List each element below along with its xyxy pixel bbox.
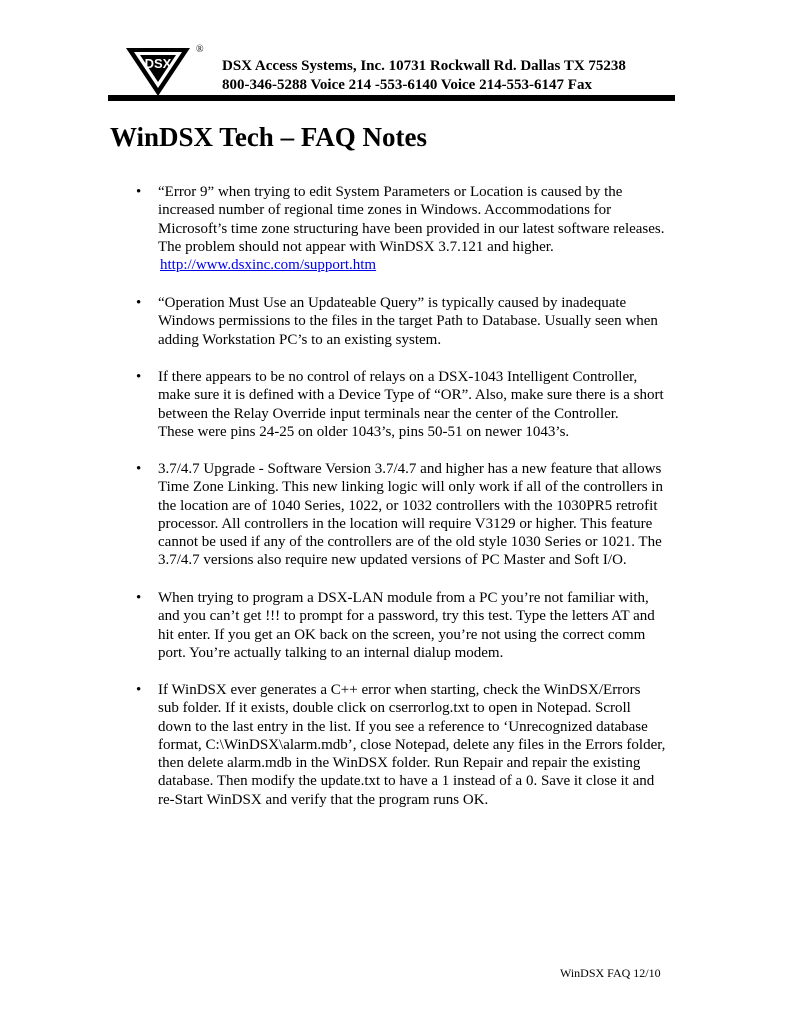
faq-line: cannot be used if any of the controllers are of the old style 1030 Series or 1021. The xyxy=(158,534,662,551)
faq-line: When trying to program a DSX-LAN module from a PC you’re not familiar with, xyxy=(158,590,649,606)
faq-line: format, C:\WinDSX\alarm.mdb’, close Notepad, delete any files in the Errors folder, xyxy=(158,736,666,753)
faq-line: Microsoft’s time zone structuring have been provided in our latest software releases. xyxy=(158,220,665,237)
page-title: WinDSX Tech – FAQ Notes xyxy=(110,122,428,152)
support-link[interactable]: http://www.dsxinc.com/support.htm xyxy=(160,257,377,274)
faq-line: These were pins 24-25 on older 1043’s, pins 50-51 on newer 1043’s. xyxy=(158,423,570,440)
faq-line: port. You’re actually talking to an internal dialup modem. xyxy=(158,644,504,661)
faq-line: database. Then modify the update.txt to have a 1 instead of a 0. Save it close it and xyxy=(158,773,655,790)
faq-line: If WinDSX ever generates a C++ error when starting, check the WinDSX/Errors xyxy=(158,682,641,698)
faq-line: 3.7/4.7 Upgrade - Software Version 3.7/4.7 and higher has a new feature that allows xyxy=(158,461,662,477)
faq-line: processor. All controllers in the location will require V3129 or higher. This feature xyxy=(158,515,653,532)
bullet-icon: • xyxy=(136,590,142,606)
faq-item-dsx-lan xyxy=(136,589,688,662)
faq-item-error-9 xyxy=(136,183,688,274)
faq-line: adding Workstation PC’s to an existing system. xyxy=(158,331,442,348)
bullet-icon: • xyxy=(136,461,142,477)
dsx-logo xyxy=(124,46,192,98)
faq-line: re-Start WinDSX and verify that the program runs OK. xyxy=(158,791,489,808)
company-address: DSX Access Systems, Inc. 10731 Rockwall Rd. Dallas TX 75238 xyxy=(222,58,626,74)
bullet-icon: • xyxy=(136,682,142,698)
faq-item-updateable-query xyxy=(136,294,688,349)
company-phone-numbers: 800-346-5288 Voice 214 -553-6140 Voice 214-553-6147 Fax xyxy=(222,77,592,93)
faq-item-cpp-error xyxy=(136,681,688,809)
bullet-icon: • xyxy=(136,184,142,200)
faq-line: Windows permissions to the files in the target Path to Database. Usually seen when xyxy=(158,313,658,330)
faq-line: the location are of 1040 Series, 1022, or 1032 controllers with the 1030PR5 retrofit xyxy=(158,497,658,514)
bullet-icon: • xyxy=(136,369,142,385)
faq-line: make sure it is defined with a Device Type of “OR”. Also, make sure there is a short xyxy=(158,387,664,404)
faq-line: hit enter. If you get an OK back on the screen, you’re not using the correct comm xyxy=(158,626,646,643)
faq-line: “Operation Must Use an Updateable Query” is typically caused by inadequate xyxy=(158,295,627,311)
faq-line: between the Relay Override input terminals near the center of the Controller. xyxy=(158,405,619,422)
faq-line: then delete alarm.mdb in the WinDSX folder. Run Repair and repair the existing xyxy=(158,755,641,772)
faq-line: increased number of regional time zones in Windows. Accommodations for xyxy=(158,202,612,219)
faq-item-relay-control xyxy=(136,368,688,441)
faq-line: Time Zone Linking. This new linking logic will only work if all of the controllers in xyxy=(158,479,663,496)
logo-text: DSX xyxy=(144,56,172,71)
faq-line: 3.7/4.7 versions also require new updated versions of PC Master and Soft I/O. xyxy=(158,552,627,569)
registered-mark: ® xyxy=(196,44,204,55)
faq-line: “Error 9” when trying to edit System Parameters or Location is caused by the xyxy=(158,184,623,200)
bullet-icon: • xyxy=(136,295,142,311)
faq-line: If there appears to be no control of relays on a DSX-1043 Intelligent Controller, xyxy=(158,369,638,385)
faq-line: down to the last entry in the list. If you see a reference to ‘Unrecognized database xyxy=(158,718,648,735)
faq-item-upgrade-37-47 xyxy=(136,460,688,570)
page-footer: WinDSX FAQ 12/10 xyxy=(560,966,661,980)
faq-line: sub folder. If it exists, double click on cserrorlog.txt to open in Notepad. Scroll xyxy=(158,700,631,717)
faq-line: and you can’t get !!! to prompt for a password, try this test. Type the letters AT and xyxy=(158,608,655,625)
header-rule xyxy=(108,95,675,101)
faq-line: The problem should not appear with WinDSX 3.7.121 and higher. xyxy=(158,238,554,255)
